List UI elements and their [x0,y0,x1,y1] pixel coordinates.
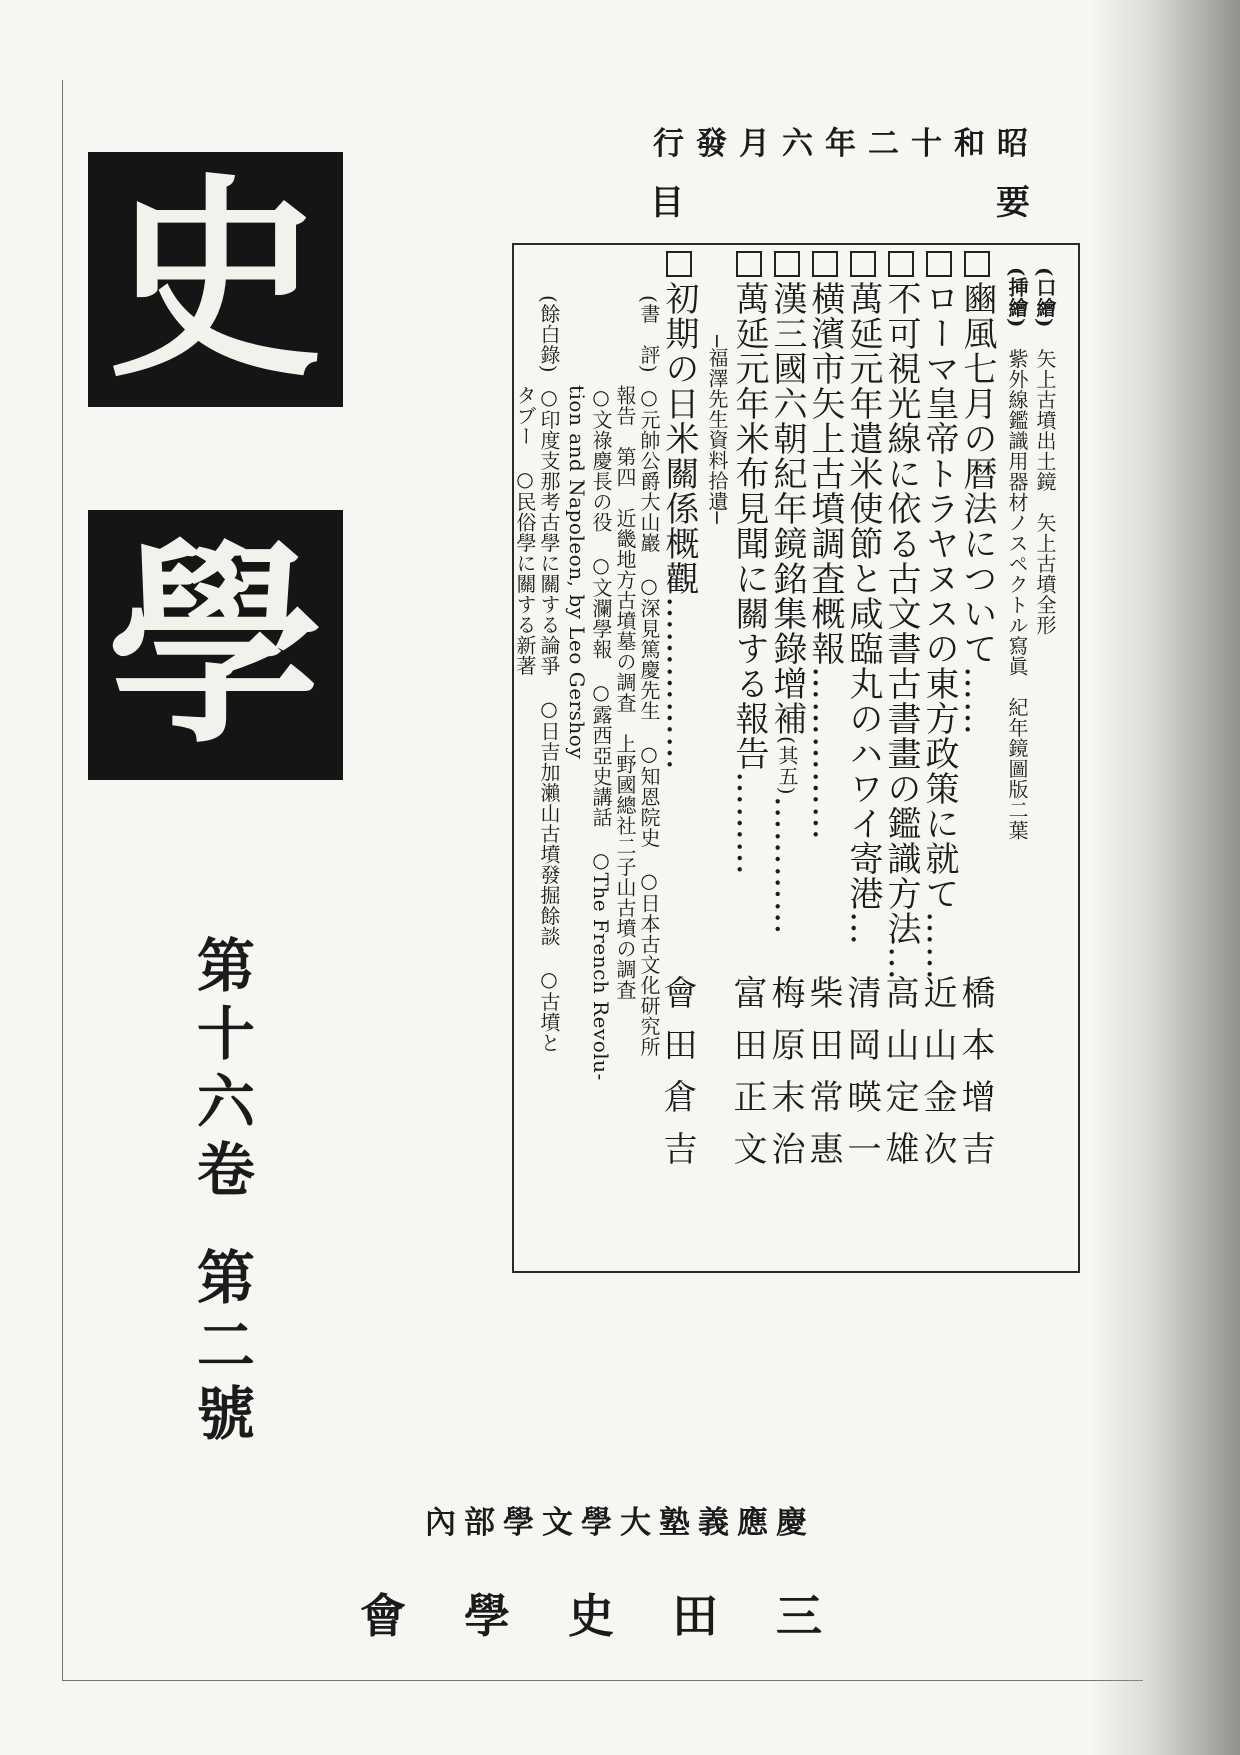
article-bullet-icon [774,251,800,277]
article-bullet-icon [964,251,990,277]
title-block-1 [88,152,343,407]
article-author: 清岡暎一 [841,975,881,1183]
title-char-2: 學 [108,518,323,772]
article-bullet-icon [736,251,762,277]
volume-label: 第十六卷 [186,935,255,1207]
issue-label: 第二號 [186,1247,255,1451]
sashie-line [1006,267,1028,840]
volume-number [186,935,255,1451]
contents-heading [650,175,1030,224]
article-title: 豳風七月の暦法について [957,281,997,666]
article-author: 梅原末治 [765,975,805,1183]
article-bullet-icon [812,251,838,277]
title-char-1: 史 [108,153,323,406]
toc-article-2: ローマ皇帝トラヤヌスの東方政策に就て…… [922,251,956,981]
title-block-2 [88,510,343,780]
article-title: ローマ皇帝トラヤヌスの東方政策に就て [919,281,959,911]
toc-article-1: 豳風七月の暦法について…… [960,251,994,736]
article-bullet-icon [926,251,952,277]
yohaku-line-1: ○印度支那考古學に關する論爭 ○日吉加瀨山古墳發掘餘談 ○古墳と [537,385,561,1053]
shohyo-tag: (書 評) [637,295,661,374]
article-7-subtitle: ─福澤先生資料拾遺─ [705,335,729,525]
table-of-contents [512,243,1080,1273]
publisher-name: 三田史學會 [360,1589,880,1643]
spine-shade [1090,0,1240,1755]
article-author: 近山金次 [917,975,957,1183]
article-title: 不可視光線に依る古文書古書畫の鑑識方法 [881,281,921,946]
toc-article-6: 漢三國六朝紀年鏡銘集錄增補(其五)………… [770,251,804,936]
shohyo-line-1: ○元帥公爵大山巖 ○深見篤慶先生 ○知恩院史 ○日本古文化研究所 [637,385,661,1057]
sashie-tag: (挿繪) [1005,267,1029,328]
article-title: 漢三國六朝紀年鏡銘集錄增補 [767,281,807,736]
kuchie-line [1034,267,1056,635]
article-title: 萬延元年遣米使節と咸臨丸のハワイ寄港 [843,281,883,911]
toc-article-8: 初期の日米關係概觀…………… [662,251,696,771]
publisher-department: 慶應義塾大學文學部內 [425,1505,815,1541]
article-author: 高山定雄 [879,975,919,1183]
yohaku-tag: (餘白錄) [537,295,561,374]
article-bullet-icon [850,251,876,277]
contents-heading-char-1: 要 [996,183,1030,223]
sashie-text: 紫外線鑑識用器材ノスペクトル寫眞 紀年鏡圖版二葉 [1005,348,1029,841]
shohyo-line-2: 報告 第四 近畿地方古墳墓の調査 上野國總社二子山古墳の調査 [613,385,637,1000]
toc-article-7: 萬延元年米布見聞に關する報告……… [732,251,766,876]
article-author: 富田正文 [727,975,767,1183]
shohyo-line-3: ○文祿慶長の役 ○文瀾學報 ○露西亞史講話 ○The French Revolu- [589,385,613,1081]
article-author: 柴田常惠 [803,975,843,1183]
article-author: 會田倉吉 [657,975,697,1183]
article-title: 横濱市矢上古墳調査概報 [805,281,845,666]
toc-article-5: 横濱市矢上古墳調査概報…………… [808,251,842,841]
kuchie-text: 矢上古墳出土鏡 矢上古墳全形 [1033,348,1057,636]
article-title: 萬延元年米布見聞に關する報告 [729,281,769,771]
toc-article-4: 萬延元年遣米使節と咸臨丸のハワイ寄港… [846,251,880,946]
article-bullet-icon [888,251,914,277]
article-title: 初期の日米關係概觀 [659,281,699,596]
shohyo-line-4: tion and Napoleon, by Leo Gershoy [565,385,589,760]
toc-article-3: 不可視光線に依る古文書古書畫の鑑識方法… [884,251,918,981]
publication-date: 昭和十二年六月發行 [653,126,1040,162]
article-bullet-icon [666,251,692,277]
contents-heading-char-2: 目 [650,183,684,223]
article-author: 橋本增吉 [955,975,995,1183]
article-suffix: (其五) [775,736,799,796]
kuchie-tag: (口繪) [1033,267,1057,328]
yohaku-line-2: タブー ○民俗學に關する新著 [513,385,537,676]
